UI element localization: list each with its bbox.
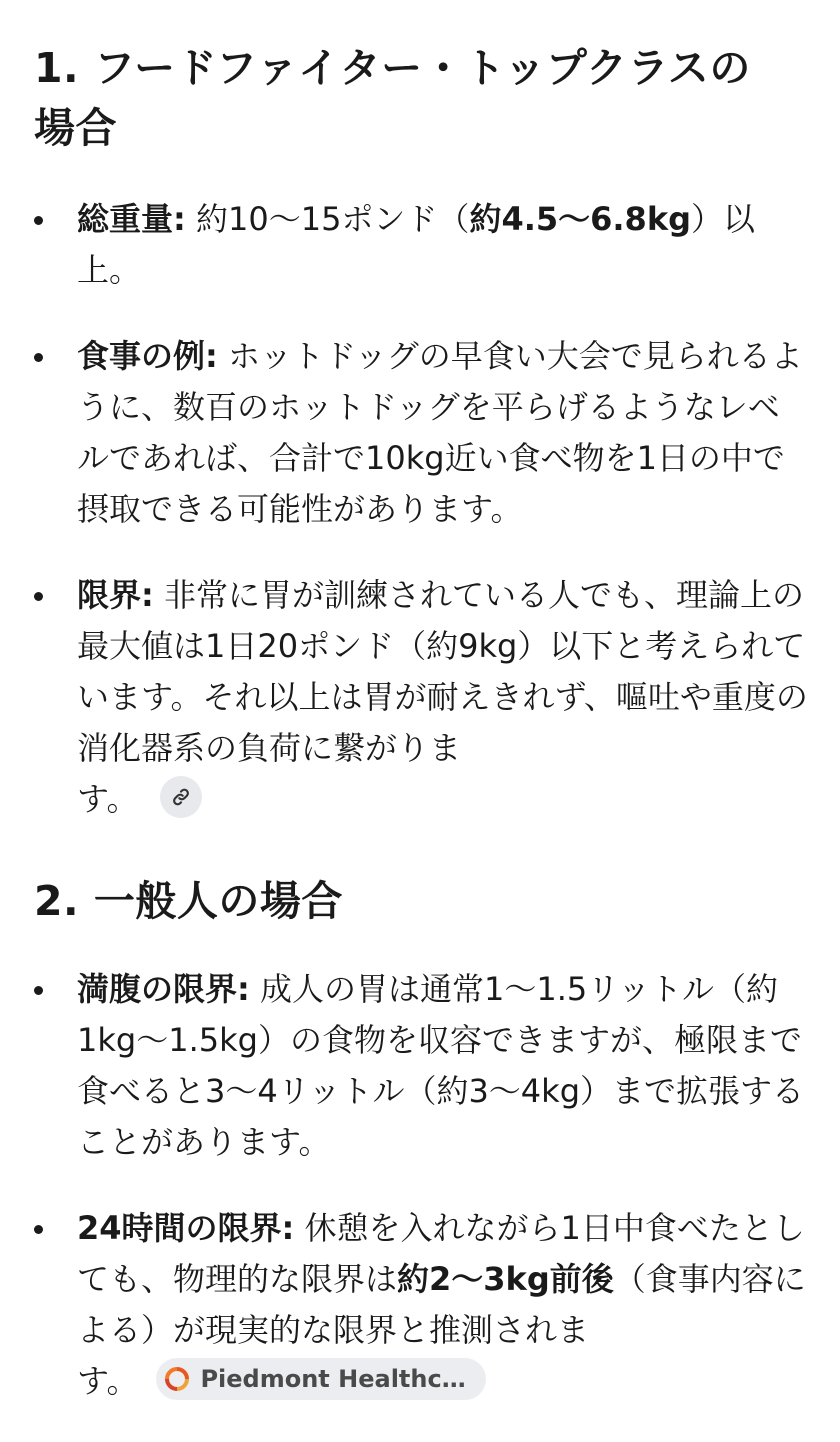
source-link-button[interactable] bbox=[160, 776, 202, 818]
item-label: 24時間の限界: bbox=[77, 1209, 295, 1247]
food-fighter-list bbox=[34, 194, 810, 825]
item-label: 総重量: bbox=[77, 200, 186, 238]
list-item-meal-example: 食事の例: ホットドッグの早食い大会で見られるように、数百のホットドッグを平らげるようなレベルであれば、合計で10kg近い食べ物を1日の中で摂取できる可能性があります。 bbox=[34, 331, 810, 535]
link-icon bbox=[171, 787, 191, 807]
list-item-fullness-limit: 満腹の限界: 成人の胃は通常1〜1.5リットル（約1kg〜1.5kg）の食物を収容できますが、極限まで食べると3〜4リットル（約3〜4kg）まで拡張することがあります。 bbox=[34, 964, 810, 1168]
source-chip-label: Piedmont Healthc… bbox=[200, 1364, 466, 1393]
piedmont-logo-icon bbox=[164, 1366, 190, 1392]
list-item-total-weight: 総重量: 約10〜15ポンド（約4.5〜6.8kg）以上。 bbox=[34, 194, 810, 296]
source-chip-button[interactable] bbox=[156, 1358, 485, 1400]
item-label: 満腹の限界: bbox=[77, 970, 250, 1008]
section-heading-general: 2. 一般人の場合 bbox=[34, 877, 343, 925]
article-content bbox=[34, 38, 810, 1442]
list-item-24h-limit: 24時間の限界: 休憩を入れながら1日中食べたとしても、物理的な限界は約2〜3kg前後（食事内容による）が現実的な限界と推測されま す。 Piedmont Healthc… bbox=[34, 1203, 810, 1407]
section-heading-food-fighter: 1. フードファイター・トップクラスの 場合 bbox=[34, 44, 751, 152]
general-list bbox=[34, 964, 810, 1407]
list-item-limit: 限界: 非常に胃が訓練されている人でも、理論上の最大値は1日20ポンド（約9kg）以下と考えられています。それ以上は胃が耐えきれず、嘔吐や重度の消化器系の負荷に繋がりま す。 bbox=[34, 570, 810, 825]
item-label: 食事の例: bbox=[77, 337, 218, 375]
item-label: 限界: bbox=[77, 576, 154, 614]
